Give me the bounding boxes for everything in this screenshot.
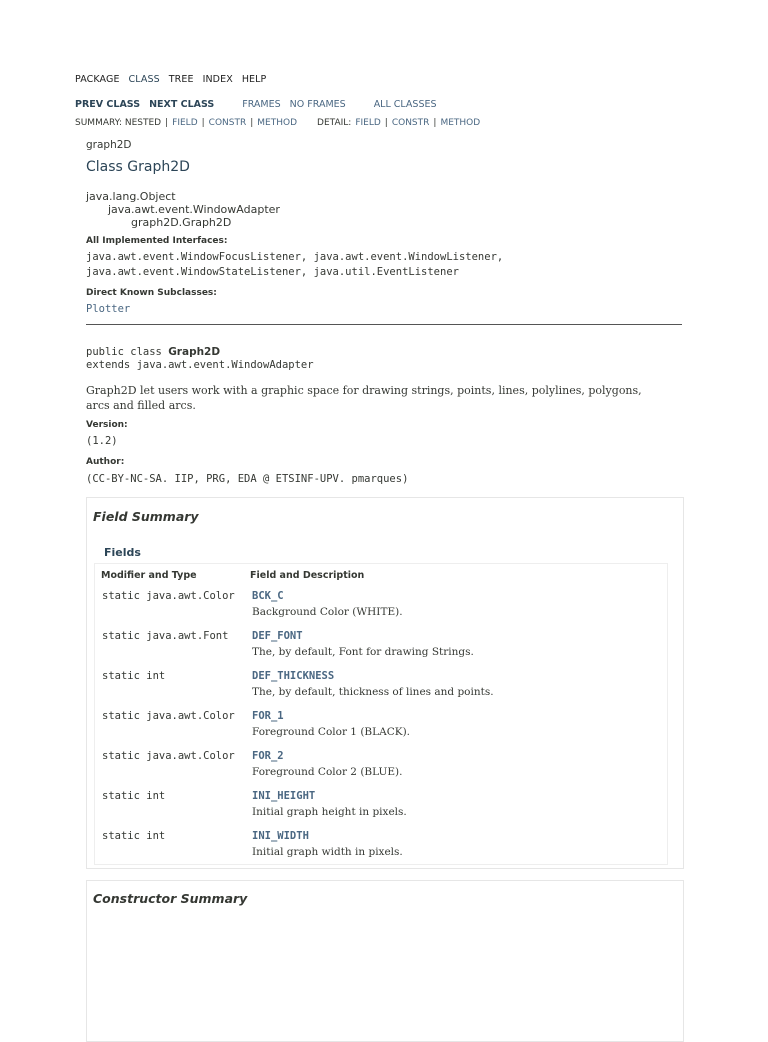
field-description: Foreground Color 2 (BLUE). xyxy=(252,766,403,778)
nav-class: CLASS xyxy=(128,74,160,85)
top-nav xyxy=(75,74,275,85)
inheritance-windowadapter[interactable]: java.awt.event.WindowAdapter xyxy=(108,203,280,216)
author-value: (CC-BY-NC-SA. IIP, PRG, EDA @ ETSINF-UPV. pmarques) xyxy=(86,473,409,485)
field-name-link[interactable]: DEF_FONT xyxy=(252,630,303,642)
field-name-link[interactable]: FOR_1 xyxy=(252,710,284,722)
field-summary-title: Field Summary xyxy=(93,509,199,524)
interfaces-label: All Implemented Interfaces: xyxy=(86,236,228,246)
inheritance-graph2d: graph2D.Graph2D xyxy=(131,216,232,229)
field-description: Initial graph height in pixels. xyxy=(252,806,407,818)
interfaces-line-2[interactable]: java.awt.event.WindowStateListener, java.util.EventListener xyxy=(86,266,459,278)
constructor-summary-title: Constructor Summary xyxy=(93,891,248,906)
sub-nav xyxy=(75,99,437,110)
col-field-description: Field and Description xyxy=(250,570,365,581)
field-name-link[interactable]: BCK_C xyxy=(252,590,284,602)
nav-package[interactable]: PACKAGE xyxy=(75,74,120,85)
frames-link[interactable]: FRAMES xyxy=(242,99,281,110)
field-modifier-type: static java.awt.Color xyxy=(102,750,235,762)
field-description: Background Color (WHITE). xyxy=(252,606,403,618)
inheritance-object: java.lang.Object xyxy=(86,190,176,203)
next-class-link[interactable]: NEXT CLASS xyxy=(149,99,215,110)
field-description: The, by default, Font for drawing Strings. xyxy=(252,646,474,658)
field-name-link[interactable]: DEF_THICKNESS xyxy=(252,670,335,682)
field-description: The, by default, thickness of lines and points. xyxy=(252,686,494,698)
version-value: (1.2) xyxy=(86,435,118,447)
subclass-plotter-link[interactable]: Plotter xyxy=(86,303,131,315)
page-title: Class Graph2D xyxy=(86,159,190,175)
field-description: Foreground Color 1 (BLACK). xyxy=(252,726,411,738)
summary-nested-label: SUMMARY: NESTED xyxy=(75,118,162,128)
package-name: graph2D xyxy=(86,139,132,151)
field-modifier-type: static java.awt.Font xyxy=(102,630,229,642)
prev-class-link[interactable]: PREV CLASS xyxy=(75,99,141,110)
field-modifier-type: static java.awt.Color xyxy=(102,710,235,722)
author-label: Author: xyxy=(86,457,125,467)
description-line-1: Graph2D let users work with a graphic space for drawing strings, points, lines, polylines, polygons, xyxy=(86,384,642,397)
summary-method-link[interactable]: METHOD xyxy=(257,118,298,128)
nav-help[interactable]: HELP xyxy=(241,74,267,85)
summary-detail-nav xyxy=(75,118,480,128)
separator: | xyxy=(433,118,437,128)
field-name-link[interactable]: INI_HEIGHT xyxy=(252,790,316,802)
declaration-name: Graph2D xyxy=(168,346,221,358)
subclasses-label: Direct Known Subclasses: xyxy=(86,288,217,298)
field-description: Initial graph width in pixels. xyxy=(252,846,403,858)
field-modifier-type: static int xyxy=(102,790,166,802)
all-classes-link[interactable]: ALL CLASSES xyxy=(373,99,437,110)
fields-caption: Fields xyxy=(104,546,141,559)
separator: | xyxy=(250,118,254,128)
detail-constr-link[interactable]: CONSTR xyxy=(391,118,430,128)
detail-method-link[interactable]: METHOD xyxy=(440,118,481,128)
separator: | xyxy=(201,118,205,128)
field-modifier-type: static java.awt.Color xyxy=(102,590,235,602)
class-declaration xyxy=(86,346,220,358)
interfaces-line-1[interactable]: java.awt.event.WindowFocusListener, java.awt.event.WindowListener, xyxy=(86,251,504,263)
no-frames-link[interactable]: NO FRAMES xyxy=(289,99,346,110)
summary-field-link[interactable]: FIELD xyxy=(172,118,198,128)
class-extends: extends java.awt.event.WindowAdapter xyxy=(86,359,314,371)
separator: | xyxy=(384,118,388,128)
declaration-prefix: public class xyxy=(86,346,169,358)
detail-field-link[interactable]: FIELD xyxy=(355,118,381,128)
divider xyxy=(86,324,682,325)
field-modifier-type: static int xyxy=(102,830,166,842)
description-line-2: arcs and filled arcs. xyxy=(86,399,196,412)
separator: | xyxy=(165,118,169,128)
field-modifier-type: static int xyxy=(102,670,166,682)
field-name-link[interactable]: INI_WIDTH xyxy=(252,830,309,842)
nav-index[interactable]: INDEX xyxy=(202,74,233,85)
nav-tree[interactable]: TREE xyxy=(168,74,194,85)
detail-label: DETAIL: xyxy=(317,118,352,128)
summary-constr-link[interactable]: CONSTR xyxy=(208,118,247,128)
field-name-link[interactable]: FOR_2 xyxy=(252,750,284,762)
version-label: Version: xyxy=(86,420,128,430)
col-modifier-type: Modifier and Type xyxy=(101,570,197,581)
